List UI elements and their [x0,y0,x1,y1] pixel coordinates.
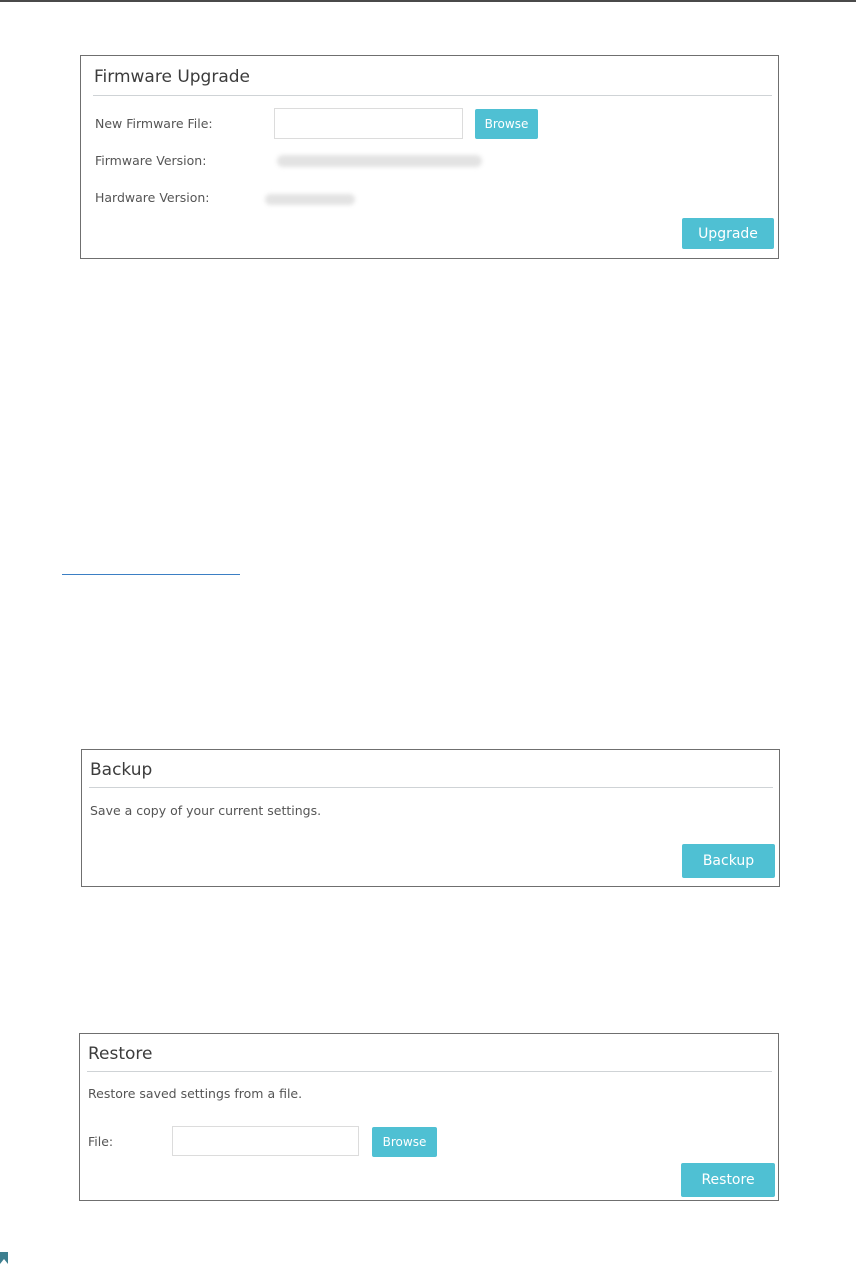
panel-divider [93,95,772,96]
browse-button[interactable]: Browse [475,109,538,139]
backup-button[interactable]: Backup [682,844,775,878]
panel-divider [89,787,773,788]
backup-description: Save a copy of your current settings. [90,803,322,818]
hardware-version-label: Hardware Version: [95,190,210,205]
panel-title: Backup [90,760,153,780]
panel-divider [87,1071,772,1072]
firmware-version-value [277,155,482,167]
new-firmware-file-label: New Firmware File: [95,116,213,131]
firmware-version-label: Firmware Version: [95,153,207,168]
hardware-version-value [265,194,355,205]
top-divider [0,0,856,2]
bookmark-corner-icon [0,1249,10,1261]
restore-panel [79,1033,779,1201]
firmware-file-input[interactable] [274,108,463,139]
panel-title: Restore [88,1044,153,1064]
file-label: File: [88,1134,114,1149]
restore-file-input[interactable] [172,1126,359,1156]
restore-button[interactable]: Restore [681,1163,775,1197]
browse-button[interactable]: Browse [372,1127,437,1157]
upgrade-button[interactable]: Upgrade [682,218,774,249]
backup-panel [81,749,780,887]
link-underline[interactable] [62,574,240,575]
panel-title: Firmware Upgrade [94,67,250,87]
firmware-upgrade-panel [80,55,779,259]
restore-description: Restore saved settings from a file. [88,1086,303,1101]
